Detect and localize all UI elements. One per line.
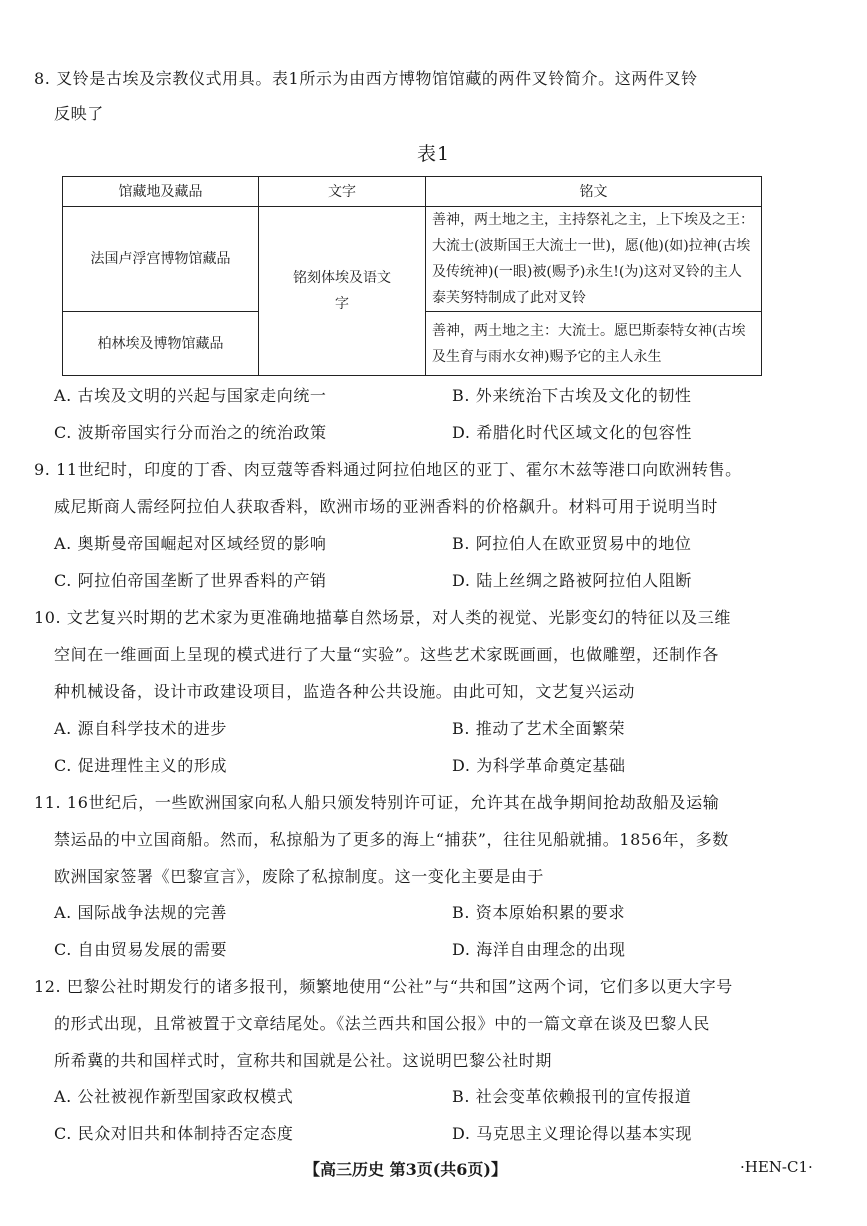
q10-option-a[interactable]: A. 源自科学技术的进步	[54, 719, 227, 738]
q11-stem-line-1: 11. 16世纪后，一些欧洲国家向私人船只颁发特别许可证，允许其在战争期间抢劫敌船及运输	[34, 793, 720, 812]
cell-text-type: 铭刻体埃及语文字	[259, 207, 426, 376]
q11-option-a[interactable]: A. 国际战争法规的完善	[54, 903, 227, 922]
q12-stem-line-2: 的形式出现，且常被置于文章结尾处。《法兰西共和国公报》中的一篇文章在谈及巴黎人民	[54, 1014, 711, 1033]
q8-option-a[interactable]: A. 古埃及文明的兴起与国家走向统一	[54, 386, 327, 405]
q12-option-c[interactable]: C. 民众对旧共和体制持否定态度	[54, 1124, 294, 1143]
q11-stem-line-2: 禁运品的中立国商船。然而，私掠船为了更多的海上“捕获”，往往见船就捕。1856年，多数	[54, 830, 729, 849]
table-1	[62, 176, 762, 376]
page-footer-label: 【高三历史 第3页(共6页)】	[304, 1160, 507, 1179]
q10-option-d[interactable]: D. 为科学革命奠定基础	[452, 756, 626, 775]
q12-stem-line-3: 所希冀的共和国样式时，宣称共和国就是公社。这说明巴黎公社时期	[54, 1051, 553, 1070]
header-text-type: 文字	[259, 177, 426, 207]
q8-stem-line-2: 反映了	[54, 104, 104, 123]
header-inscription: 铭文	[426, 177, 762, 207]
q8-option-d[interactable]: D. 希腊化时代区域文化的包容性	[452, 423, 693, 442]
cell-place-louvre: 法国卢浮宫博物馆藏品	[63, 207, 259, 312]
q12-option-d[interactable]: D. 马克思主义理论得以基本实现	[452, 1124, 693, 1143]
q8-option-c[interactable]: C. 波斯帝国实行分而治之的统治政策	[54, 423, 327, 442]
q9-option-d[interactable]: D. 陆上丝绸之路被阿拉伯人阻断	[452, 571, 693, 590]
table-row	[63, 207, 762, 312]
cell-inscription-louvre: 善神，两土地之主，主持祭礼之主，上下埃及之王：大流士(波斯国王大流士一世)，愿(他)(如)拉神(古埃及传统神)(一眼)被(赐予)永生!(为)这对叉铃的主人泰芙努特制成了此对叉铃	[426, 207, 762, 312]
q12-option-a[interactable]: A. 公社被视作新型国家政权模式	[54, 1087, 294, 1106]
q11-option-b[interactable]: B. 资本原始积累的要求	[452, 903, 626, 922]
q9-option-b[interactable]: B. 阿拉伯人在欧亚贸易中的地位	[452, 534, 692, 553]
table-header-row	[63, 177, 762, 207]
q9-stem-line-1: 9. 11世纪时，印度的丁香、肉豆蔻等香料通过阿拉伯地区的亚丁、霍尔木兹等港口向欧洲转售。	[34, 460, 742, 479]
cell-place-berlin: 柏林埃及博物馆藏品	[63, 312, 259, 376]
q11-option-d[interactable]: D. 海洋自由理念的出现	[452, 940, 626, 959]
q10-option-b[interactable]: B. 推动了艺术全面繁荣	[452, 719, 626, 738]
q10-stem-line-2: 空间在一维画面上呈现的模式进行了大量“实验”。这些艺术家既画画，也做雕塑，还制作各	[54, 645, 719, 664]
q8-stem-line-1: 8. 叉铃是古埃及宗教仪式用具。表1所示为由西方博物馆馆藏的两件叉铃简介。这两件叉铃	[34, 69, 698, 88]
q11-stem-line-3: 欧洲国家签署《巴黎宣言》，废除了私掠制度。这一变化主要是由于	[54, 867, 545, 886]
q8-option-b[interactable]: B. 外来统治下古埃及文化的韧性	[452, 386, 692, 405]
q12-stem-line-1: 12. 巴黎公社时期发行的诸多报刊，频繁地使用“公社”与“共和国”这两个词，它们多以更大字号	[34, 977, 733, 996]
q9-option-c[interactable]: C. 阿拉伯帝国垄断了世界香料的产销	[54, 571, 327, 590]
q10-stem-line-1: 10. 文艺复兴时期的艺术家为更准确地描摹自然场景，对人类的视觉、光影变幻的特征以及三维	[34, 608, 731, 627]
q11-option-c[interactable]: C. 自由贸易发展的需要	[54, 940, 228, 959]
q9-stem-line-2: 威尼斯商人需经阿拉伯人获取香料，欧洲市场的亚洲香料的价格飙升。材料可用于说明当时	[54, 497, 719, 516]
q12-option-b[interactable]: B. 社会变革依赖报刊的宣传报道	[452, 1087, 692, 1106]
header-place: 馆藏地及藏品	[63, 177, 259, 207]
q10-option-c[interactable]: C. 促进理性主义的形成	[54, 756, 228, 775]
cell-inscription-berlin: 善神，两土地之主：大流士。愿巴斯泰特女神(古埃及生育与雨水女神)赐予它的主人永生	[426, 312, 762, 376]
paper-code: ·HEN-C1·	[740, 1158, 813, 1176]
q10-stem-line-3: 种机械设备，设计市政建设项目，监造各种公共设施。由此可知，文艺复兴运动	[54, 682, 636, 701]
table-caption: 表1	[416, 143, 451, 165]
q9-option-a[interactable]: A. 奥斯曼帝国崛起对区域经贸的影响	[54, 534, 327, 553]
